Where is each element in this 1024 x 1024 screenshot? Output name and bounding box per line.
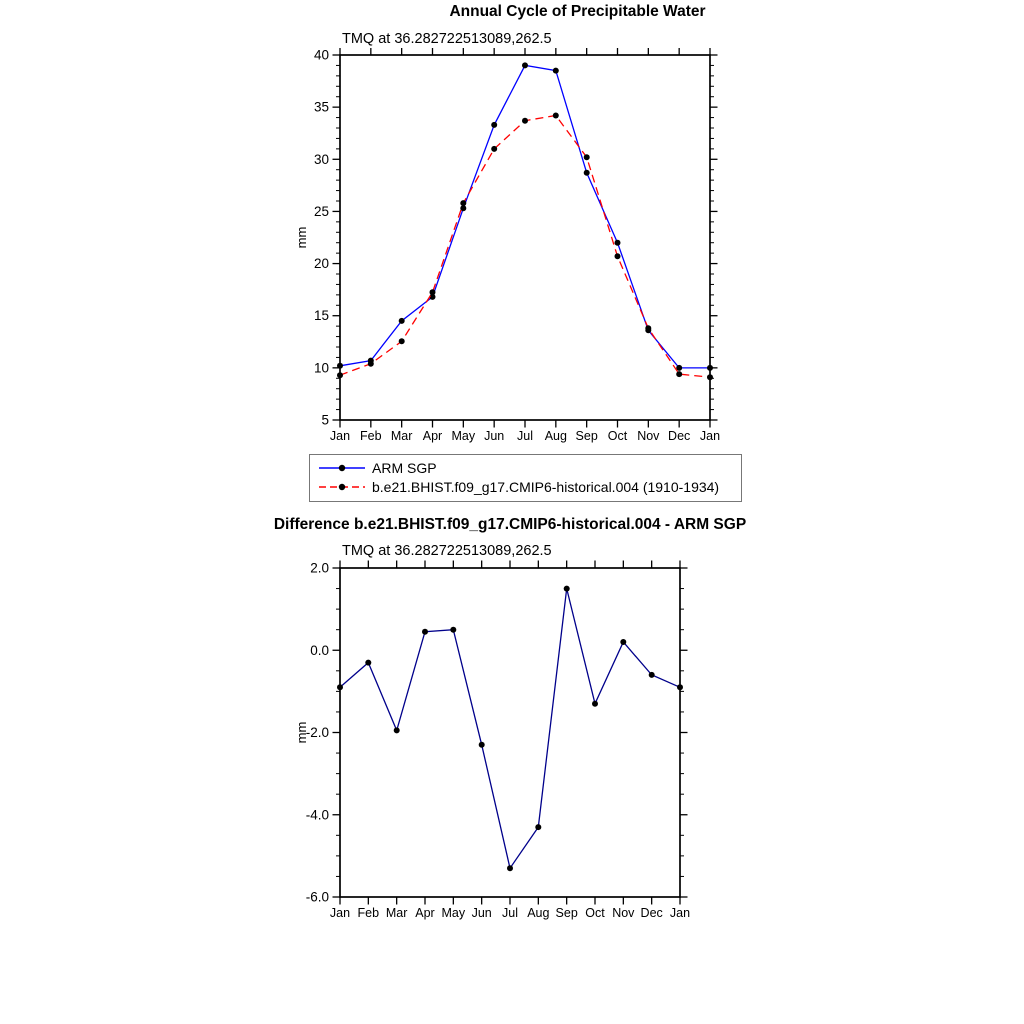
svg-text:Jul: Jul (517, 429, 533, 443)
svg-text:Jan: Jan (669, 906, 691, 920)
chart2-plot (280, 560, 730, 922)
svg-text:Aug: Aug (527, 906, 550, 920)
svg-text:Aug: Aug (544, 429, 567, 443)
svg-text:Jan: Jan (329, 429, 351, 443)
svg-text:25: 25 (313, 203, 329, 219)
legend-item-model (318, 479, 733, 495)
svg-text:Jan: Jan (329, 906, 351, 920)
legend-box (309, 454, 742, 502)
svg-text:15: 15 (313, 308, 329, 324)
svg-text:Sep: Sep (575, 429, 598, 443)
svg-text:Oct: Oct (585, 906, 605, 920)
svg-text:2.0: 2.0 (310, 560, 329, 576)
svg-text:Jan: Jan (699, 429, 721, 443)
chart1-title: Annual Cycle of Precipitable Water (449, 3, 706, 20)
legend-line-sample-arm-sgp (318, 462, 366, 474)
svg-text:Apr: Apr (415, 906, 435, 920)
svg-text:mm: mm (294, 721, 309, 744)
chart2-subtitle: TMQ at 36.282722513089,262.5 (342, 543, 552, 559)
svg-text:Jun: Jun (471, 906, 492, 920)
svg-text:Dec: Dec (640, 906, 663, 920)
svg-text:-2.0: -2.0 (305, 725, 329, 740)
svg-text:10: 10 (313, 360, 329, 376)
svg-text:Sep: Sep (555, 906, 578, 920)
svg-text:mm: mm (294, 226, 309, 249)
chart2-title: Difference b.e21.BHIST.f09_g17.CMIP6-historical.004 - ARM SGP (273, 516, 747, 533)
svg-text:30: 30 (313, 151, 329, 167)
svg-text:35: 35 (313, 99, 329, 115)
legend-label-arm-sgp: ARM SGP (372, 460, 437, 476)
svg-text:Mar: Mar (390, 429, 413, 443)
svg-text:Dec: Dec (668, 429, 691, 443)
svg-text:-4.0: -4.0 (305, 807, 329, 823)
svg-text:Nov: Nov (612, 906, 635, 920)
chart1-plot (290, 48, 760, 443)
chart1-subtitle: TMQ at 36.282722513089,262.5 (342, 31, 552, 47)
svg-text:Apr: Apr (422, 429, 443, 443)
svg-text:Jun: Jun (484, 429, 505, 443)
svg-text:Oct: Oct (607, 429, 628, 443)
svg-text:Jul: Jul (502, 906, 518, 920)
svg-text:Mar: Mar (385, 906, 408, 920)
legend-label-model: b.e21.BHIST.f09_g17.CMIP6-historical.004 (1910-1934) (372, 479, 720, 495)
svg-text:Feb: Feb (357, 906, 380, 920)
svg-text:May: May (441, 906, 466, 920)
legend-item-arm-sgp (318, 460, 733, 476)
svg-text:Nov: Nov (637, 429, 660, 443)
svg-text:20: 20 (313, 256, 329, 272)
svg-text:0.0: 0.0 (310, 642, 329, 658)
legend-line-sample-model (318, 481, 366, 493)
svg-text:May: May (451, 429, 476, 443)
svg-text:40: 40 (313, 48, 329, 63)
svg-text:Feb: Feb (360, 429, 382, 443)
svg-text:5: 5 (321, 412, 329, 428)
svg-text:-6.0: -6.0 (305, 889, 329, 905)
